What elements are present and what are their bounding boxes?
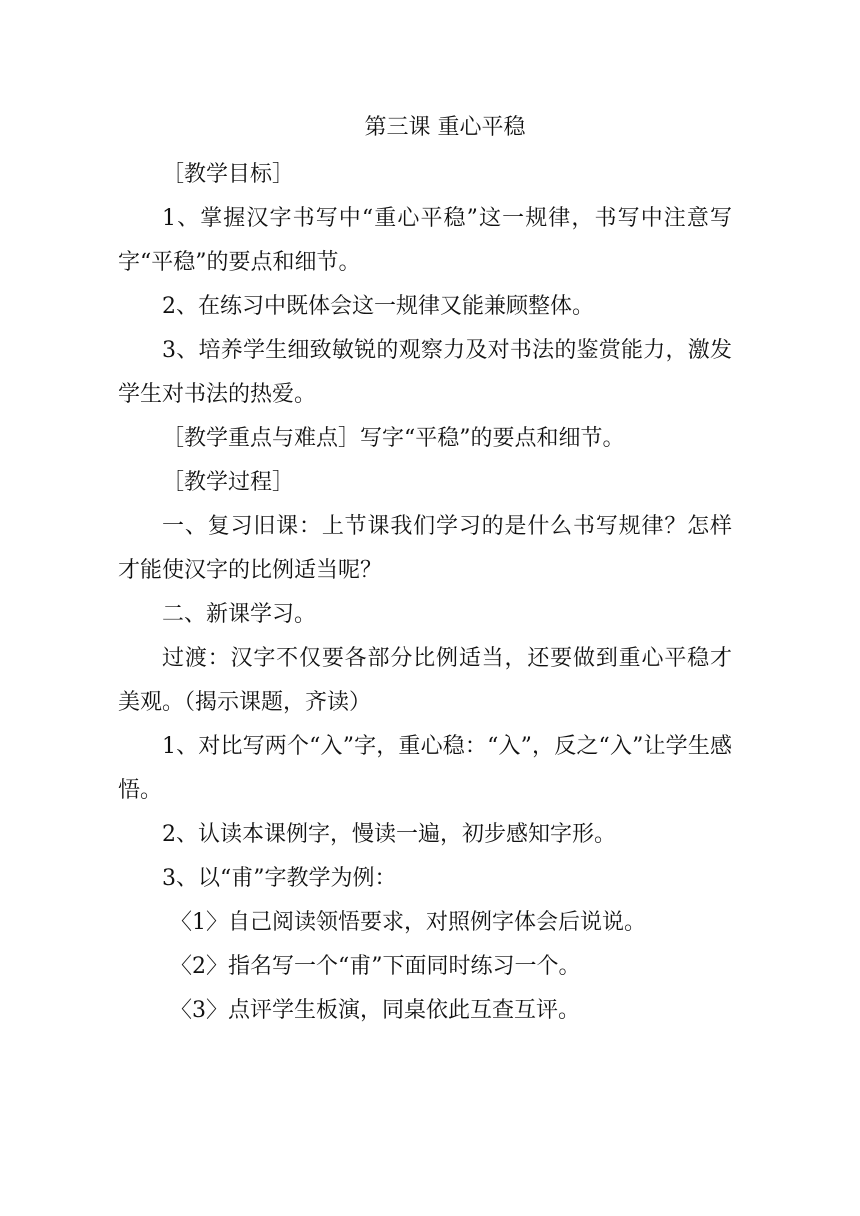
document-body xyxy=(118,153,732,1033)
section-heading-objectives: ［教学目标］ xyxy=(162,162,295,187)
objective-2: 2、在练习中既体会这一规律又能兼顾整体。 xyxy=(162,294,594,319)
transition-paragraph: 过渡：汉字不仅要各部分比例适当，还要做到重心平稳才美观。（揭示课题，齐读） xyxy=(118,646,732,715)
objective-3: 3、培养学生细致敏锐的观察力及对书法的鉴赏能力，激发学生对书法的热爱。 xyxy=(118,338,732,407)
new-lesson-item-1: 1、对比写两个“入”字，重心稳：“入”，反之“入”让学生感悟。 xyxy=(118,734,732,803)
sub-item-1: 〈1〉自己阅读领悟要求，对照例字体会后说说。 xyxy=(170,910,646,935)
new-lesson-item-2: 2、认读本课例字，慢读一遍，初步感知字形。 xyxy=(162,822,616,847)
key-points: ［教学重点与难点］写字“平稳”的要点和细节。 xyxy=(162,426,625,451)
sub-item-2: 〈2〉指名写一个“甫”下面同时练习一个。 xyxy=(170,954,581,979)
lesson-title: 第三课 重心平稳 xyxy=(364,115,526,140)
process-step-review: 一、复习旧课：上节课我们学习的是什么书写规律？怎样才能使汉字的比例适当呢？ xyxy=(118,514,732,583)
objective-1: 1、掌握汉字书写中“重心平稳”这一规律，书写中注意写字“平稳”的要点和细节。 xyxy=(118,206,732,275)
new-lesson-item-3: 3、以“甫”字教学为例： xyxy=(162,866,397,891)
process-step-new-lesson: 二、新课学习。 xyxy=(162,602,317,627)
sub-item-3: 〈3〉点评学生板演，同桌依此互查互评。 xyxy=(170,998,580,1023)
section-heading-process: ［教学过程］ xyxy=(162,470,295,495)
